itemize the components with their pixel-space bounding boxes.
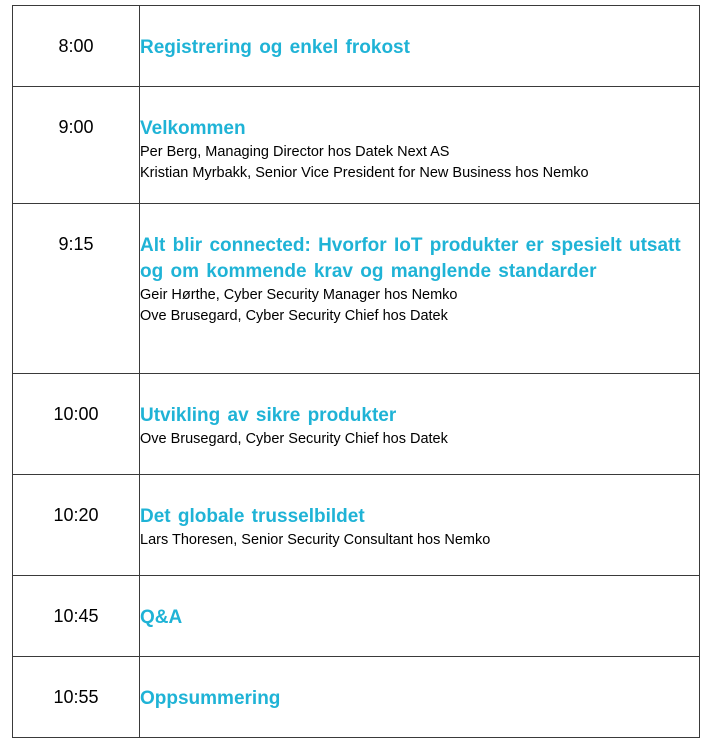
session-cell: [140, 475, 700, 576]
session-time: 10:55: [53, 687, 99, 707]
speaker-line: Per Berg, Managing Director hos Datek Next AS: [140, 144, 450, 160]
session-cell: [140, 6, 700, 87]
session-time: 10:20: [53, 505, 99, 525]
agenda-row: [13, 87, 700, 204]
session-title: Registrering og enkel frokost: [140, 37, 410, 58]
session-title: Det globale trusselbildet: [140, 506, 365, 527]
agenda-row: [13, 6, 700, 87]
session-time: 10:45: [53, 606, 99, 626]
time-cell: [13, 657, 140, 738]
session-title: Alt blir connected: Hvorfor IoT produkter er spesielt utsatt og om kommende krav og manglende standarder: [140, 235, 681, 282]
agenda-row: [13, 576, 700, 657]
session-title: Utvikling av sikre produkter: [140, 405, 397, 426]
session-time: 10:00: [53, 404, 99, 424]
agenda-table: [12, 5, 700, 738]
time-cell: [13, 374, 140, 475]
session-title: Oppsummering: [140, 688, 281, 709]
session-title: Velkommen: [140, 118, 246, 139]
time-cell: [13, 576, 140, 657]
session-time: 8:00: [58, 36, 94, 56]
session-cell: [140, 87, 700, 204]
speaker-line: Geir Hørthe, Cyber Security Manager hos Nemko: [140, 287, 458, 303]
agenda-row: [13, 657, 700, 738]
session-cell: [140, 657, 700, 738]
time-cell: [13, 87, 140, 204]
time-cell: [13, 475, 140, 576]
time-cell: [13, 6, 140, 87]
time-cell: [13, 204, 140, 374]
speaker-line: Ove Brusegard, Cyber Security Chief hos Datek: [140, 308, 448, 324]
agenda-row: [13, 204, 700, 374]
session-time: 9:00: [58, 117, 94, 137]
speaker-line: Lars Thoresen, Senior Security Consultant hos Nemko: [140, 532, 491, 548]
agenda-row: [13, 475, 700, 576]
session-time: 9:15: [58, 234, 94, 254]
agenda-row: [13, 374, 700, 475]
session-cell: [140, 204, 700, 374]
session-cell: [140, 576, 700, 657]
session-cell: [140, 374, 700, 475]
speaker-line: Ove Brusegard, Cyber Security Chief hos Datek: [140, 431, 448, 447]
speaker-line: Kristian Myrbakk, Senior Vice President for New Business hos Nemko: [140, 165, 589, 181]
session-title: Q&A: [140, 607, 183, 628]
